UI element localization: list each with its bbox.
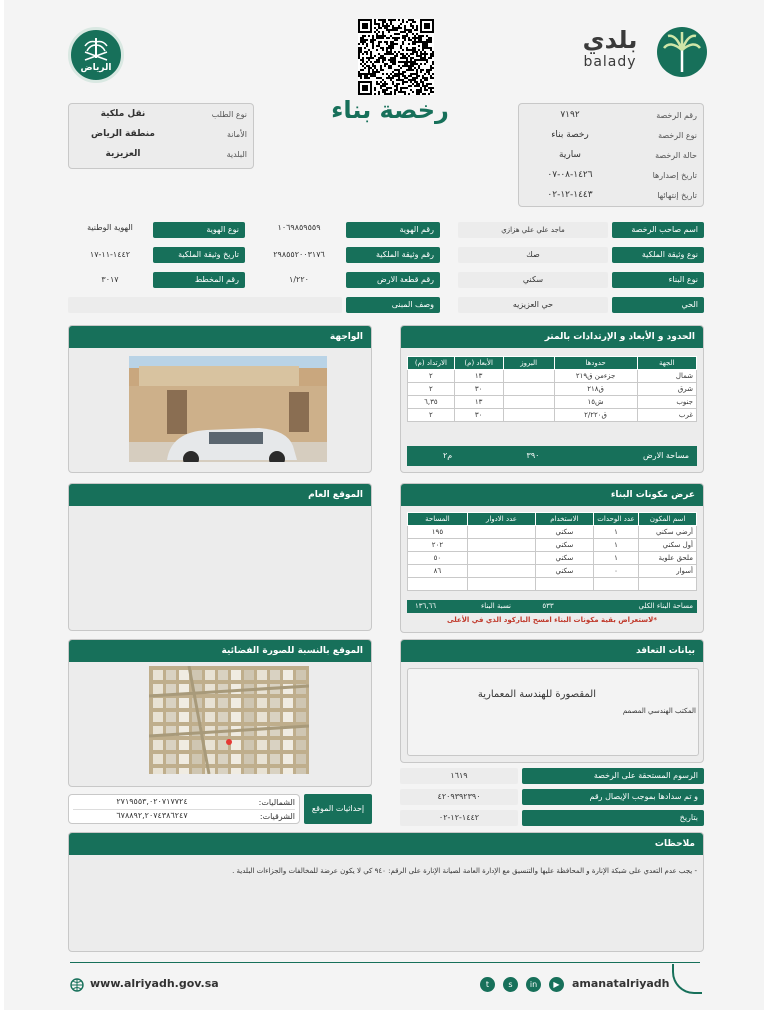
municipality-label: الأمانة <box>226 130 247 139</box>
social-handle[interactable]: amanatalriyadh <box>572 977 670 990</box>
snapchat-icon[interactable]: s <box>503 977 518 992</box>
cell: ق٢١٨ <box>554 383 637 396</box>
components-total-bar <box>407 600 697 613</box>
building-desc-label: وصف المبنى <box>346 297 440 313</box>
request-type-label: نوع الطلب <box>211 110 247 119</box>
location-marker-icon <box>226 739 232 745</box>
request-type-value: نقل ملكية <box>100 109 146 119</box>
license-status-label: حالة الرخصة <box>655 151 697 160</box>
components-table <box>407 512 697 591</box>
issue-date-value: ١٤٢٦-٠٨-٠٧ <box>547 170 593 180</box>
components-title: عرض مكونات البناء <box>401 484 703 506</box>
coords-divider <box>73 809 295 810</box>
issue-date-label: تاريخ إصدارها <box>652 171 697 180</box>
cell: ١٣ <box>454 396 503 409</box>
id-type-label: نوع الهوية <box>153 222 245 238</box>
balady-logo <box>574 26 710 76</box>
total-area-value: ٥٣٣ <box>542 602 554 610</box>
linkedin-icon[interactable]: in <box>526 977 541 992</box>
cell <box>408 578 468 591</box>
district-value: حي العزيزيه <box>458 297 608 313</box>
plan-number-value: ٣٠١٧ <box>101 275 119 284</box>
satellite-panel <box>68 639 372 787</box>
footer-divider <box>70 962 700 963</box>
notes-text: - يجب عدم التعدي على شبكة الإنارة و المحافظة عليها والتنسيق مع الإدارة العامة لصيانة الإنارة على الرقم: ٩٤٠ كي لا يكون عرضة للمخالفات والجزاءات البلدية . <box>232 867 697 875</box>
receipt-value: ٤٢٠٩٣٩٢٣٩٠ <box>400 789 518 805</box>
deed-number-value: ٢٩٨٥٥٢٠٠٣١٧٦ <box>273 250 325 259</box>
col-direction: الجهة <box>637 357 697 370</box>
satellite-title: الموقع بالنسبة للصورة الفضائية <box>69 640 371 662</box>
cell: غرب <box>637 409 697 422</box>
deed-type-label: نوع وثيقة الملكية <box>612 247 704 263</box>
cell: سكني <box>536 539 594 552</box>
owner-name-label: اسم صاحب الرخصة <box>612 222 704 238</box>
col-units: عدد الوحدات <box>593 513 638 526</box>
expiry-date-value: ١٤٤٣-١٢-٠٢ <box>547 190 593 200</box>
cell <box>467 565 535 578</box>
balady-palm-icon <box>656 26 708 78</box>
cell <box>503 396 554 409</box>
total-area-label: مساحة البناء الكلي <box>638 602 693 610</box>
cell <box>503 383 554 396</box>
land-area-label: مساحة الارض <box>643 451 689 460</box>
table-row <box>408 383 697 396</box>
coords-label: إحداثيات الموقع <box>304 794 372 824</box>
table-row-empty <box>408 578 697 591</box>
east-value: ٦٧٨٨٩٢,٢٠٧٤٣٨٦٢٤٧ <box>116 811 188 820</box>
col-dimensions: الأبعاد (م) <box>454 357 503 370</box>
boundaries-table <box>407 356 697 422</box>
cell <box>467 578 535 591</box>
cell: ١٣ <box>454 370 503 383</box>
cell: ٢٠٢ <box>408 539 468 552</box>
cell: سكني <box>536 552 594 565</box>
col-setback: الارتداد (م) <box>408 357 455 370</box>
coords-box <box>68 794 300 824</box>
plot-number-label: رقم قطعة الارض <box>346 272 440 288</box>
building-desc-value <box>68 297 342 313</box>
deed-date-label: تاريخ وثيقة الملكية <box>153 247 245 263</box>
east-label: الشرقيات: <box>259 812 295 821</box>
col-area: المساحة <box>408 513 468 526</box>
license-number-value: ٧١٩٢ <box>560 110 580 120</box>
cell: ملحق علوية <box>639 552 697 565</box>
cell: أسوار <box>639 565 697 578</box>
riyadh-logo <box>68 27 124 83</box>
components-header-row <box>408 513 697 526</box>
balady-arabic-text: بلدي <box>582 26 638 54</box>
youtube-icon[interactable]: ▶ <box>549 977 564 992</box>
license-type-label: نوع الرخصة <box>658 131 697 140</box>
cell <box>467 539 535 552</box>
facade-photo <box>129 356 327 462</box>
payment-date-label: بتاريخ <box>522 810 704 826</box>
deed-type-value: صك <box>458 247 608 263</box>
deed-number-label: رقم وثيقة الملكية <box>346 247 440 263</box>
cell: ٢ <box>408 370 455 383</box>
table-row <box>408 409 697 422</box>
cell: ٥٠ <box>408 552 468 565</box>
district-municipality-label: البلدية <box>226 150 247 159</box>
cell: جزءمن ق٢١٩ <box>554 370 637 383</box>
contract-panel <box>400 639 704 763</box>
cell <box>467 552 535 565</box>
cell <box>536 578 594 591</box>
id-type-value: الهوية الوطنية <box>87 223 133 232</box>
col-projection: البروز <box>503 357 554 370</box>
payment-date-value: ١٤٤٢-١٢-٠٢ <box>400 810 518 826</box>
plan-number-label: رقم المخطط <box>153 272 245 288</box>
building-ratio-value: ١٣٦,٦٦ <box>415 602 437 610</box>
components-note: *لاستعراض بقية مكونات البناء امسح الباركود الذي في الأعلى <box>446 616 658 624</box>
owner-name-value: ماجد علي علي هزازي <box>458 222 608 238</box>
balady-english-text: balady <box>583 54 637 70</box>
facade-title: الواجهة <box>69 326 371 348</box>
cell: ١ <box>593 539 638 552</box>
municipality-value: منطقة الرياض <box>90 129 155 139</box>
satellite-map <box>149 666 309 774</box>
cell: أرضي سكني <box>639 526 697 539</box>
table-row <box>408 565 697 578</box>
cell: ٦,٣٥ <box>408 396 455 409</box>
table-row <box>408 370 697 383</box>
cell <box>639 578 697 591</box>
license-status-value: سارية <box>559 150 581 160</box>
globe-icon <box>70 977 84 991</box>
general-location-title: الموقع العام <box>69 484 371 506</box>
cell: ١ <box>593 552 638 565</box>
expiry-date-label: تاريخ إنتهائها <box>657 191 697 200</box>
license-number-label: رقم الرخصة <box>656 111 697 120</box>
cell: سكني <box>536 526 594 539</box>
notes-title: ملاحظات <box>69 833 703 855</box>
cell: ش١٥ <box>554 396 637 409</box>
district-municipality-value: العزيزية <box>105 149 141 159</box>
table-row <box>408 539 697 552</box>
boundaries-header-row <box>408 357 697 370</box>
website-link[interactable]: www.alriyadh.gov.sa <box>90 977 219 990</box>
license-type-value: رخصة بناء <box>551 130 589 140</box>
table-row <box>408 526 697 539</box>
qr-code <box>358 19 434 95</box>
cell: ١٩٥ <box>408 526 468 539</box>
cell: جنوب <box>637 396 697 409</box>
building-type-label: نوع البناء <box>612 272 704 288</box>
cell: ٢ <box>408 409 455 422</box>
license-info-box <box>518 103 704 207</box>
contract-inner <box>407 668 699 756</box>
id-number-label: رقم الهوية <box>346 222 440 238</box>
general-location-panel <box>68 483 372 631</box>
cell: ق٢/٢٢٠ <box>554 409 637 422</box>
cell <box>503 370 554 383</box>
cell: ٣٠ <box>454 383 503 396</box>
fees-value: ١٦١٩ <box>400 768 518 784</box>
table-row <box>408 552 697 565</box>
cell: شرق <box>637 383 697 396</box>
riyadh-logo-text: الرياض <box>80 63 112 73</box>
building-type-value: سكني <box>458 272 608 288</box>
cell: ٨٦ <box>408 565 468 578</box>
page-title: رخصة بناء <box>331 96 449 124</box>
col-usage: الاستخدام <box>536 513 594 526</box>
contract-title: بيانات التعاقد <box>401 640 703 662</box>
cell <box>503 409 554 422</box>
col-boundary: حدودها <box>554 357 637 370</box>
north-value: ٢٧١٩٥٥٣,٠٢٠٧١٧٧٢٤ <box>116 797 188 806</box>
fees-label: الرسوم المستحقة على الرخصة <box>522 768 704 784</box>
col-component: اسم المكون <box>639 513 697 526</box>
cell: ١ <box>593 526 638 539</box>
id-number-value: ١٠٦٩٨٥٩٥٥٩ <box>277 223 321 232</box>
land-area-unit: م٢ <box>443 451 453 460</box>
twitter-icon[interactable]: t <box>480 977 495 992</box>
notes-panel <box>68 832 704 952</box>
cell: ٠ <box>593 565 638 578</box>
north-label: الشماليات: <box>258 798 295 807</box>
cell: سكني <box>536 565 594 578</box>
office-label: المكتب الهندسي المصمم <box>622 707 696 715</box>
land-area-bar <box>407 446 697 466</box>
cell: ٣٠ <box>454 409 503 422</box>
boundaries-panel <box>400 325 704 473</box>
col-floors: عدد الادوار <box>467 513 535 526</box>
cell: ٢ <box>408 383 455 396</box>
table-row <box>408 396 697 409</box>
qr-code-pattern <box>358 19 434 95</box>
district-label: الحي <box>612 297 704 313</box>
components-panel <box>400 483 704 633</box>
boundaries-title: الحدود و الأبعاد و الإرتدادات بالمتر <box>401 326 703 348</box>
cell: شمال <box>637 370 697 383</box>
deed-date-value: ١٤٤٢-١١-١٧ <box>89 250 131 259</box>
request-info-box <box>68 103 254 169</box>
cell <box>467 526 535 539</box>
plot-number-value: ١/٢٢٠ <box>289 275 309 284</box>
land-area-value: ٣٩٠ <box>526 451 540 460</box>
receipt-label: و تم سدادها بموجب الإيصال رقم <box>522 789 704 805</box>
facade-panel <box>68 325 372 473</box>
cell: أول سكني <box>639 539 697 552</box>
office-value: المقصورة للهندسة المعمارية <box>477 689 596 700</box>
building-ratio-label: نسبة البناء <box>481 602 512 610</box>
cell <box>593 578 638 591</box>
